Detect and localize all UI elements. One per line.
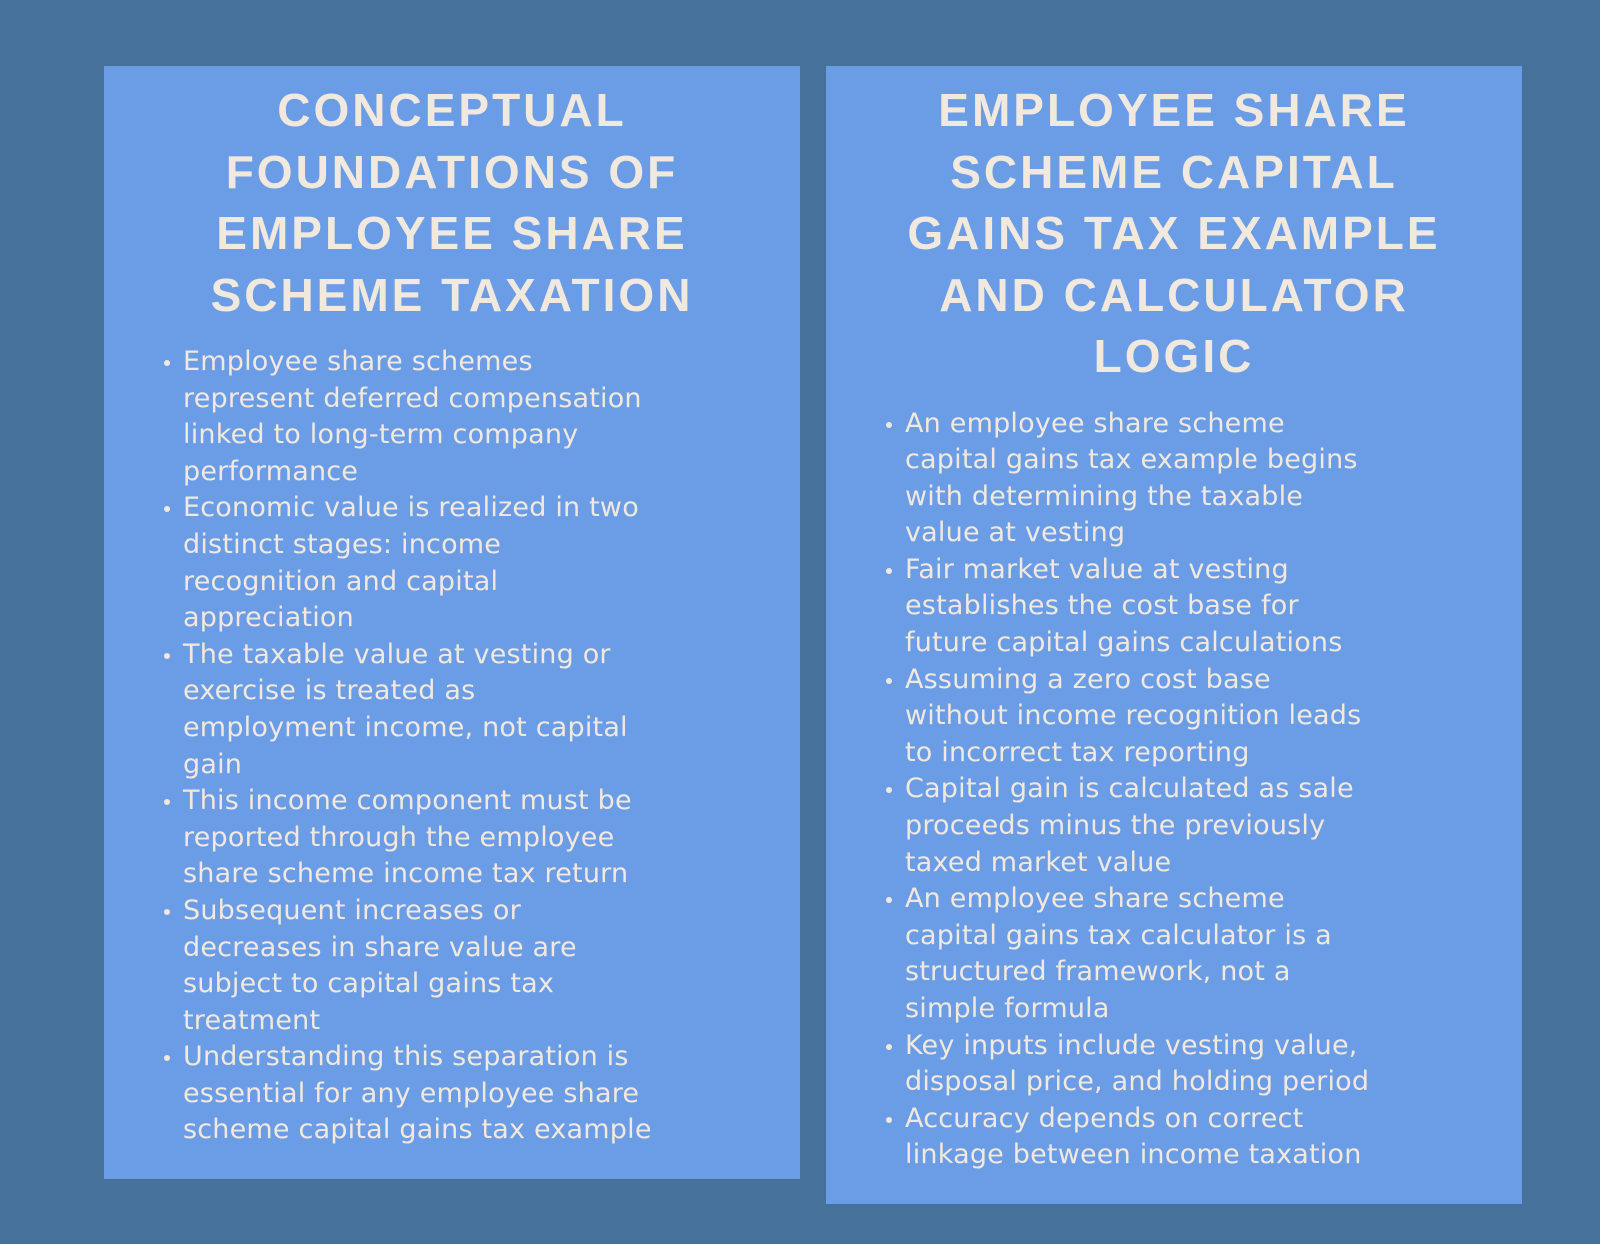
- title-line: SCHEME TAXATION: [210, 268, 694, 321]
- left-content-panel: [104, 66, 800, 1179]
- title-line: CONCEPTUAL: [277, 84, 627, 136]
- bullet-line: taxed market value: [905, 846, 1172, 878]
- bullet-line: capital gains tax calculator is a: [905, 919, 1332, 951]
- bullet-line: appreciation: [183, 602, 354, 634]
- bullet-item: [886, 1028, 1482, 1101]
- bullet-line: The taxable value at vesting or: [183, 638, 611, 670]
- bullet-item: [886, 552, 1482, 662]
- right-content-panel: [826, 66, 1522, 1204]
- bullet-line: establishes the cost base for: [905, 590, 1299, 622]
- title-line: AND CALCULATOR: [939, 268, 1409, 321]
- left-panel-title: [104, 80, 800, 326]
- bullet-line: reported through the employee: [183, 821, 615, 853]
- bullet-line: employment income, not capital: [183, 711, 628, 743]
- bullet-line: distinct stages: income: [183, 528, 502, 560]
- title-line: FOUNDATIONS OF: [225, 145, 679, 198]
- bullet-line: Capital gain is calculated as sale: [905, 773, 1354, 805]
- bullet-line: linked to long-term company: [183, 419, 579, 451]
- bullet-line: scheme capital gains tax example: [183, 1114, 652, 1146]
- title-line: LOGIC: [1093, 330, 1255, 382]
- bullet-line: value at vesting: [905, 517, 1126, 549]
- bullet-line: structured framework, not a: [905, 956, 1291, 988]
- bullet-item: [886, 662, 1482, 772]
- bullet-line: subject to capital gains tax: [183, 968, 555, 1000]
- bullet-item: [886, 406, 1482, 552]
- bullet-line: Key inputs include vesting value,: [905, 1029, 1358, 1061]
- bullet-line: An employee share scheme: [905, 407, 1285, 439]
- bullet-line: Accuracy depends on correct: [905, 1102, 1304, 1134]
- left-bullet-list: [164, 344, 760, 1149]
- bullet-line: Fair market value at vesting: [905, 553, 1289, 585]
- bullet-item: [164, 637, 760, 783]
- right-panel-title: [826, 80, 1522, 388]
- bullet-line: An employee share scheme: [905, 883, 1285, 915]
- bullet-item: [164, 893, 760, 1039]
- bullet-line: This income component must be: [183, 785, 632, 817]
- bullet-line: linkage between income taxation: [905, 1139, 1362, 1171]
- bullet-line: Subsequent increases or: [183, 894, 521, 926]
- bullet-item: [886, 771, 1482, 881]
- bullet-line: Employee share schemes: [183, 346, 533, 377]
- bullet-line: recognition and capital: [183, 565, 499, 597]
- bullet-line: treatment: [183, 1004, 321, 1036]
- bullet-line: represent deferred compensation: [183, 382, 642, 414]
- bullet-line: without income recognition leads: [905, 700, 1362, 732]
- bullet-line: to incorrect tax reporting: [905, 736, 1250, 768]
- bullet-item: [164, 783, 760, 893]
- bullet-line: gain: [183, 748, 243, 780]
- bullet-line: capital gains tax example begins: [905, 444, 1358, 476]
- bullet-line: exercise is treated as: [183, 675, 476, 707]
- title-line: SCHEME CAPITAL: [950, 145, 1398, 198]
- title-line: EMPLOYEE SHARE: [216, 207, 688, 259]
- bullet-item: [886, 1101, 1482, 1174]
- bullet-line: disposal price, and holding period: [905, 1066, 1370, 1098]
- bullet-line: decreases in share value are: [183, 931, 577, 963]
- bullet-item: [164, 344, 760, 490]
- bullet-line: Assuming a zero cost base: [905, 663, 1271, 695]
- bullet-line: essential for any employee share: [183, 1077, 640, 1109]
- bullet-line: simple formula: [905, 993, 1110, 1024]
- title-line: GAINS TAX EXAMPLE: [907, 207, 1441, 259]
- bullet-line: with determining the taxable: [905, 480, 1304, 512]
- bullet-item: [164, 490, 760, 636]
- bullet-item: [886, 881, 1482, 1027]
- bullet-line: Understanding this separation is: [183, 1041, 629, 1073]
- bullet-line: performance: [183, 455, 359, 487]
- bullet-line: proceeds minus the previously: [905, 810, 1326, 842]
- bullet-line: future capital gains calculations: [905, 627, 1343, 659]
- title-line: EMPLOYEE SHARE: [938, 84, 1410, 136]
- bullet-line: share scheme income tax return: [183, 858, 629, 890]
- bullet-line: Economic value is realized in two: [183, 492, 639, 524]
- bullet-item: [164, 1039, 760, 1149]
- right-bullet-list: [886, 406, 1482, 1174]
